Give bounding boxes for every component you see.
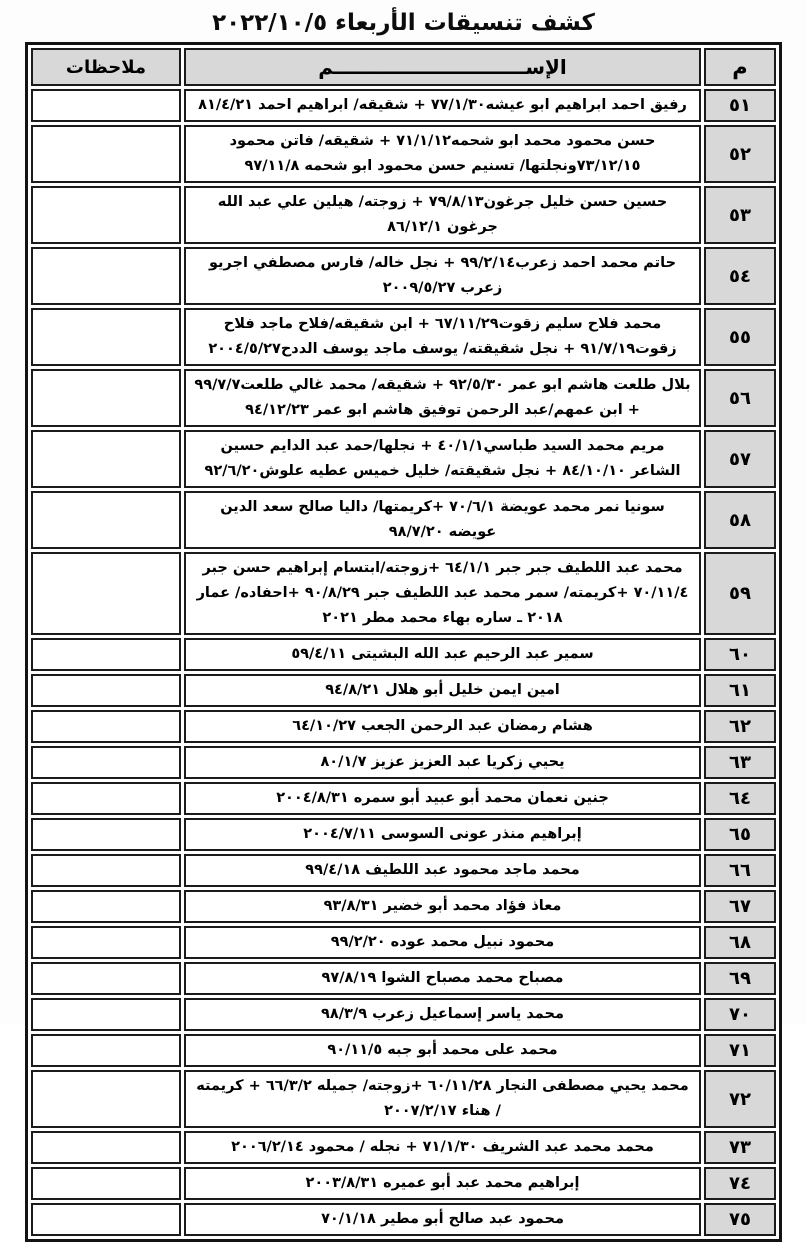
notes-cell — [31, 926, 181, 959]
person-name-cell: امين ايمن خليل أبو هلال ٩٤/٨/٢١ — [184, 674, 701, 707]
notes-cell — [31, 1131, 181, 1164]
notes-cell — [31, 186, 181, 244]
row-number-cell: ٦٠ — [704, 638, 776, 671]
table-row — [31, 1070, 776, 1128]
notes-cell — [31, 430, 181, 488]
person-name-cell: محمد محمد عبد الشريف ٧١/١/٣٠ + نجله / محمود ٢٠٠٦/٢/١٤ — [184, 1131, 701, 1164]
person-name-cell: حسن محمود محمد ابو شحمه٧١/١/١٢ + شقيقه/ فاتن محمود ٧٣/١٢/١٥ونجلتها/ تسنيم حسن محمود ابو شحمه ٩٧/١١/٨ — [184, 125, 701, 183]
row-number-cell: ٦٢ — [704, 710, 776, 743]
row-number-cell: ٥٢ — [704, 125, 776, 183]
notes-cell — [31, 674, 181, 707]
person-name-cell: محمد على محمد أبو جبه ٩٠/١١/٥ — [184, 1034, 701, 1067]
header-number: م — [704, 48, 776, 86]
row-number-cell: ٦٥ — [704, 818, 776, 851]
table-row — [31, 125, 776, 183]
table-row — [31, 962, 776, 995]
notes-cell — [31, 818, 181, 851]
table-row — [31, 247, 776, 305]
table-row — [31, 1131, 776, 1164]
notes-cell — [31, 854, 181, 887]
person-name-cell: جنين نعمان محمد أبو عبيد أبو سمره ٢٠٠٤/٨/٣١ — [184, 782, 701, 815]
person-name-cell: إبراهيم محمد عبد أبو عميره ٢٠٠٣/٨/٣١ — [184, 1167, 701, 1200]
row-number-cell: ٦٨ — [704, 926, 776, 959]
person-name-cell: حسين حسن خليل جرغون٧٩/٨/١٣ + زوجته/ هيلين علي عبد الله جرغون ٨٦/١٢/١ — [184, 186, 701, 244]
notes-cell — [31, 1167, 181, 1200]
notes-cell — [31, 962, 181, 995]
table-row — [31, 998, 776, 1031]
row-number-cell: ٦٩ — [704, 962, 776, 995]
row-number-cell: ٦٣ — [704, 746, 776, 779]
table-row — [31, 1167, 776, 1200]
table-row — [31, 430, 776, 488]
notes-cell — [31, 710, 181, 743]
table-row — [31, 710, 776, 743]
notes-cell — [31, 89, 181, 122]
row-number-cell: ٦٧ — [704, 890, 776, 923]
person-name-cell: حاتم محمد احمد زعرب٩٩/٢/١٤ + نجل خاله/ فارس مصطفي اجريو زعرب ٢٠٠٩/٥/٢٧ — [184, 247, 701, 305]
table-row — [31, 1203, 776, 1236]
person-name-cell: محمد يحيي مصطفى النجار ٦٠/١١/٢٨ +زوجته/ جميله ٦٦/٣/٢ + كريمته / هناء ٢٠٠٧/٢/١٧ — [184, 1070, 701, 1128]
row-number-cell: ٥١ — [704, 89, 776, 122]
person-name-cell: بلال طلعت هاشم ابو عمر ٩٢/٥/٣٠ + شقيقه/ محمد غالي طلعت٩٩/٧/٧ + ابن عمهم/عبد الرحمن توفيق هاشم ابو عمر ٩٤/١٢/٢٣ — [184, 369, 701, 427]
row-number-cell: ٥٥ — [704, 308, 776, 366]
row-number-cell: ٧٥ — [704, 1203, 776, 1236]
table-row — [31, 674, 776, 707]
table-row — [31, 552, 776, 635]
person-name-cell: رفيق احمد ابراهيم ابو عيشه٧٧/١/٣٠ + شقيقه/ ابراهيم احمد ٨١/٤/٢١ — [184, 89, 701, 122]
person-name-cell: سونيا نمر محمد عويضة ٧٠/٦/١ +كريمتها/ داليا صالح سعد الدين عويضه ٩٨/٧/٢٠ — [184, 491, 701, 549]
notes-cell — [31, 638, 181, 671]
row-number-cell: ٦٦ — [704, 854, 776, 887]
table-row — [31, 890, 776, 923]
table-row — [31, 1034, 776, 1067]
row-number-cell: ٧٢ — [704, 1070, 776, 1128]
coordination-table — [25, 42, 782, 1242]
row-number-cell: ٧١ — [704, 1034, 776, 1067]
table-row — [31, 89, 776, 122]
notes-cell — [31, 998, 181, 1031]
notes-cell — [31, 491, 181, 549]
notes-cell — [31, 552, 181, 635]
row-number-cell: ٥٩ — [704, 552, 776, 635]
person-name-cell: مصباح محمد مصباح الشوا ٩٧/٨/١٩ — [184, 962, 701, 995]
person-name-cell: محمد عبد اللطيف جبر جبر ٦٤/١/١ +زوجته/ابتسام إبراهيم حسن جبر ٧٠/١١/٤ +كريمته/ سمر محمد عبد اللطيف جبر ٩٠/٨/٢٩ +احفاده/ عمار ٢٠١٨ ـ ساره بهاء محمد مطر ٢٠٢١ — [184, 552, 701, 635]
header-name: الإســــــــــــــــــــــــــــم — [184, 48, 701, 86]
row-number-cell: ٥٤ — [704, 247, 776, 305]
person-name-cell: هشام رمضان عبد الرحمن الجعب ٦٤/١٠/٢٧ — [184, 710, 701, 743]
row-number-cell: ٧٣ — [704, 1131, 776, 1164]
notes-cell — [31, 308, 181, 366]
table-row — [31, 926, 776, 959]
notes-cell — [31, 746, 181, 779]
person-name-cell: سمير عبد الرحيم عبد الله البشيتى ٥٩/٤/١١ — [184, 638, 701, 671]
table-row — [31, 186, 776, 244]
table-row — [31, 308, 776, 366]
row-number-cell: ٦١ — [704, 674, 776, 707]
notes-cell — [31, 782, 181, 815]
row-number-cell: ٥٨ — [704, 491, 776, 549]
table-row — [31, 854, 776, 887]
notes-cell — [31, 125, 181, 183]
notes-cell — [31, 1203, 181, 1236]
person-name-cell: مريم محمد السيد طباسي٤٠/١/١ + نجلها/حمد عبد الدايم حسين الشاعر ٨٤/١٠/١٠ + نجل شقيقته/ خليل خميس عطيه علوش٩٢/٦/٢٠ — [184, 430, 701, 488]
notes-cell — [31, 247, 181, 305]
person-name-cell: يحيي زكريا عبد العزيز عزيز ٨٠/١/٧ — [184, 746, 701, 779]
table-row — [31, 782, 776, 815]
header-row — [31, 48, 776, 86]
notes-cell — [31, 1070, 181, 1128]
person-name-cell: محمد فلاح سليم زقوت٦٧/١١/٢٩ + ابن شقيقه/فلاح ماجد فلاح زقوت٩١/٧/١٩ + نجل شقيقته/ يوسف ماجد يوسف الددح٢٠٠٤/٥/٢٧ — [184, 308, 701, 366]
row-number-cell: ٥٦ — [704, 369, 776, 427]
notes-cell — [31, 890, 181, 923]
row-number-cell: ٧٤ — [704, 1167, 776, 1200]
table-row — [31, 746, 776, 779]
row-number-cell: ٥٧ — [704, 430, 776, 488]
header-notes: ملاحظات — [31, 48, 181, 86]
table-row — [31, 638, 776, 671]
table-body — [31, 89, 776, 1236]
row-number-cell: ٦٤ — [704, 782, 776, 815]
notes-cell — [31, 369, 181, 427]
table-row — [31, 369, 776, 427]
row-number-cell: ٧٠ — [704, 998, 776, 1031]
person-name-cell: محمد ياسر إسماعيل زعرب ٩٨/٣/٩ — [184, 998, 701, 1031]
table-row — [31, 491, 776, 549]
notes-cell — [31, 1034, 181, 1067]
person-name-cell: محمود عبد صالح أبو مطير ٧٠/١/١٨ — [184, 1203, 701, 1236]
person-name-cell: محمد ماجد محمود عبد اللطيف ٩٩/٤/١٨ — [184, 854, 701, 887]
page-title: كشف تنسيقات الأربعاء ٢٠٢٢/١٠/٥ — [212, 10, 595, 36]
person-name-cell: إبراهيم منذر عونى السوسى ٢٠٠٤/٧/١١ — [184, 818, 701, 851]
table-row — [31, 818, 776, 851]
person-name-cell: معاذ فؤاد محمد أبو خضير ٩٣/٨/٣١ — [184, 890, 701, 923]
row-number-cell: ٥٣ — [704, 186, 776, 244]
person-name-cell: محمود نبيل محمد عوده ٩٩/٢/٢٠ — [184, 926, 701, 959]
